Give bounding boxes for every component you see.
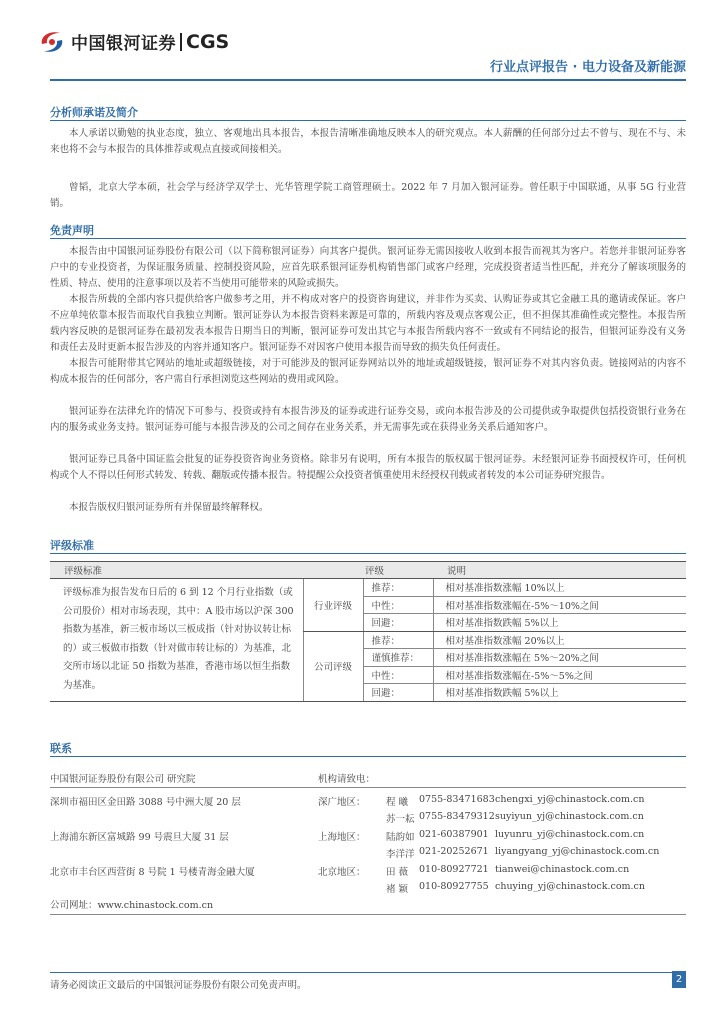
sales-label: 机构请致电： — [318, 774, 376, 785]
contact-email[interactable]: suyiyun_yj@chinastock.com.cn — [495, 811, 644, 822]
grade-label: 中性： — [363, 666, 433, 684]
disclaimer-p1: 本报告由中国银河证券股份有限公司（以下简称银河证券）向其客户提供。银河证券无需因接收人收到本报告而视其为客户。若您并非银河证券客户中的专业投资者，为保证服务质量、控制投资风险，应首先联系银河证券机构销售部门或客户经理，完成投资者适当性匹配，并充分了解该项服务的性质、特点、使用的注意事项以及若不当使用可能带来的风险或损失。 — [50, 246, 686, 289]
grade-label: 回避： — [363, 684, 433, 702]
grade-note: 相对基准指数跌幅 5%以上 — [433, 684, 686, 702]
industry-rating-label: 行业评级 — [303, 579, 363, 632]
contact-name: 苏一耘 — [386, 814, 415, 825]
section-title-disclaimer: 免责声明 — [50, 224, 94, 237]
disclaimer-p2: 本报告所载的全部内容只提供给客户做参考之用，并不构成对客户的投资咨询建议，并非作为买卖、认购证券或其它金融工具的邀请或保证。客户不应单纯依靠本报告而取代自我独立判断。银河证券认为本报告资料来源是可靠的，所载内容及观点客观公正，但不担保其准确性或完整性。本报告所载内容反映的是银河证券在最初发表本报告日期当日的判断，银河证券可发出其它与本报告所载内容不一致或有不同结论的报告，但银河证券没有义务和责任去及时更新本报告涉及的内容并通知客户。银河证券不对因客户使用本报告而导致的损失负任何责任。 — [50, 294, 686, 353]
rating-table — [50, 561, 686, 702]
address-beijing: 北京市丰台区西营街 8 号院 1 号楼青海金融大厦 — [50, 867, 255, 878]
logo-separator — [180, 33, 182, 51]
contact-email[interactable]: tianwei@chinastock.com.cn — [495, 864, 630, 875]
disclaimer-p4: 银河证券在法律允许的情况下可参与、投资或持有本报告涉及的证券或进行证券交易，或向本报告涉及的公司提供或争取提供包括投资银行业务在内的服务或业务支持。银河证券可能与本报告涉及的公司之间存在业务关系，并无需事先或在获得业务关系后通知客户。 — [50, 406, 686, 433]
address-shenzhen: 深圳市福田区金田路 3088 号中洲大厦 20 层 — [50, 797, 241, 808]
footer-divider — [50, 972, 686, 973]
footer-disclaimer: 请务必阅读正文最后的中国银河证券股份有限公司免责声明。 — [50, 980, 307, 991]
grade-note: 相对基准指数跌幅 5%以上 — [433, 614, 686, 632]
grade-label: 回避： — [363, 614, 433, 632]
region-label: 北京地区： — [318, 867, 366, 878]
rating-table-header — [50, 562, 686, 579]
section-title-rating: 评级标准 — [50, 539, 94, 552]
grade-note: 相对基准指数涨幅 20%以上 — [433, 631, 686, 649]
grade-note: 相对基准指数涨幅在-5%～10%之间 — [433, 596, 686, 614]
logo-swoosh-icon — [38, 30, 66, 54]
header-grade: 评级 — [303, 562, 433, 579]
contact-phone: 0755-83471683 — [419, 794, 495, 805]
contact-divider — [50, 787, 686, 788]
analyst-bio: 曾韬，北京大学本硕，社会学与经济学双学士、光华管理学院工商管理硕士。2022 年 7 月加入银河证券。曾任职于中国联通，从事 5G 行业营销。 — [50, 182, 686, 209]
grade-label: 谨慎推荐： — [363, 649, 433, 667]
grade-label: 推荐： — [363, 631, 433, 649]
disclaimer-p5: 银河证券已具备中国证监会批复的证券投资咨询业务资格。除非另有说明，所有本报告的版权属于银河证券。未经银河证券书面授权许可，任何机构或个人不得以任何形式转发、转载、翻版或传播本报告。特提醒公众投资者慎重使用未经授权刊载或者转发的本公司证券研究报告。 — [50, 454, 686, 481]
contact-email[interactable]: liyangyang_yj@chinastock.com.cn — [495, 846, 660, 857]
company-rating-label: 公司评级 — [303, 631, 363, 701]
disclaimer-p3: 本报告可能附带其它网站的地址或超级链接，对于可能涉及的银河证券网站以外的地址或超级链接，银河证券不对其内容负责。链接网站的内容不构成本报告的任何部分，客户需自行承担浏览这些网站的费用或风险。 — [50, 358, 686, 385]
contact-phone: 0755-83479312 — [419, 811, 495, 822]
section-divider — [50, 120, 686, 121]
rating-description: 评级标准为报告发布日后的 6 到 12 个月行业指数（或公司股价）相对市场表现，其中：A 股市场以沪深 300 指数为基准，新三板市场以三板成指（针对协议转让标的）或三板做市指数（针对做市转让标的）为基准，北交所市场以北证 50 指数为基准，香港市场以恒生指数为基准。 — [50, 579, 303, 702]
grade-note: 相对基准指数涨幅在 5%～20%之间 — [433, 649, 686, 667]
header-divider — [50, 79, 686, 81]
contact-email[interactable]: luyunru_yj@chinastock.com.cn — [495, 829, 645, 840]
table-row — [50, 579, 686, 597]
contact-phone: 010-80927755 — [419, 881, 489, 892]
grade-label: 推荐： — [363, 579, 433, 597]
contact-name: 陆韵如 — [386, 832, 415, 843]
grade-note: 相对基准指数涨幅在-5%～5%之间 — [433, 666, 686, 684]
header-criteria: 评级标准 — [50, 562, 303, 579]
section-title-analyst: 分析师承诺及简介 — [50, 106, 138, 119]
section-divider — [50, 756, 686, 757]
grade-label: 中性： — [363, 596, 433, 614]
contact-phone: 021-60387901 — [419, 829, 489, 840]
logo-text-en: CGS — [186, 30, 230, 53]
section-divider — [50, 553, 686, 554]
region-label: 上海地区： — [318, 832, 366, 843]
report-type: 行业点评报告 · 电力设备及新能源 — [490, 60, 686, 75]
contact-name: 田 薇 — [386, 867, 409, 878]
contact-name: 褚 颖 — [386, 884, 409, 895]
logo-text-cn: 中国银河证券 — [71, 34, 176, 54]
grade-note: 相对基准指数涨幅 10%以上 — [433, 579, 686, 597]
contact-name: 程 曦 — [386, 797, 409, 808]
page-number: 2 — [672, 971, 686, 988]
company-logo — [38, 29, 229, 54]
header-note: 说明 — [433, 562, 686, 579]
contact-divider — [50, 914, 686, 915]
address-shanghai: 上海浦东新区富城路 99 号震旦大厦 31 层 — [50, 832, 229, 843]
contact-name: 李洋洋 — [386, 849, 415, 860]
company-website[interactable]: 公司网址：www.chinastock.com.cn — [50, 900, 214, 911]
section-title-contact: 联系 — [50, 742, 72, 755]
research-institute: 中国银河证券股份有限公司 研究院 — [50, 774, 196, 785]
section-divider — [50, 238, 686, 239]
contact-phone: 021-20252671 — [419, 846, 489, 857]
contact-email[interactable]: chuying_yj@chinastock.com.cn — [495, 881, 646, 892]
contact-email[interactable]: chengxi_yj@chinastock.com.cn — [495, 794, 645, 805]
analyst-commitment: 本人承诺以勤勉的执业态度，独立、客观地出具本报告，本报告清晰准确地反映本人的研究观点。本人薪酬的任何部分过去不曾与、现在不与、未来也将不会与本报告的具体推荐或观点直接或间接相关。 — [50, 128, 686, 155]
contact-phone: 010-80927721 — [419, 864, 489, 875]
region-label: 深广地区： — [318, 797, 366, 808]
disclaimer-p6: 本报告版权归银河证券所有并保留最终解释权。 — [69, 502, 269, 513]
